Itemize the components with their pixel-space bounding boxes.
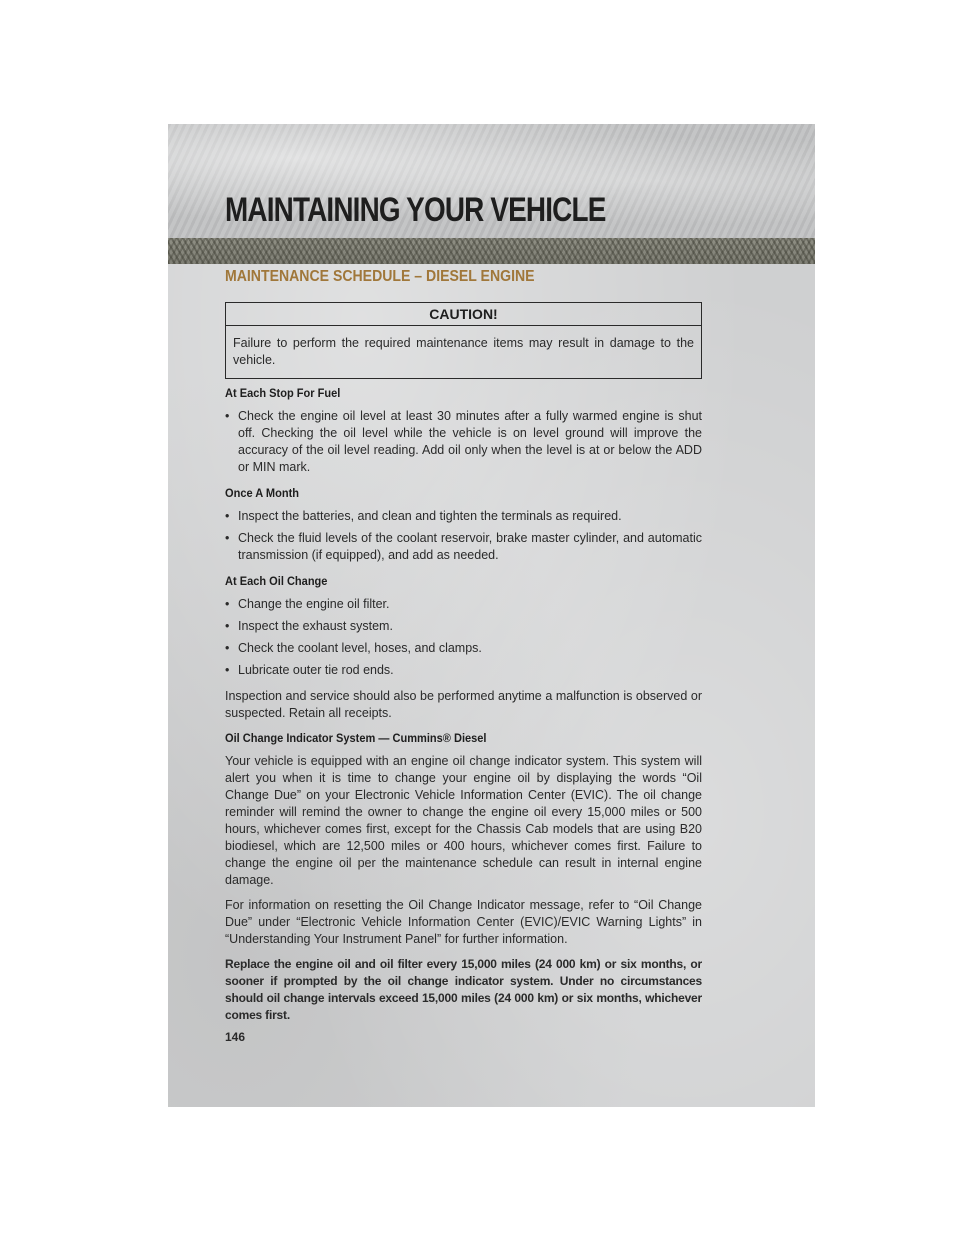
manual-page: [168, 124, 815, 1107]
fuel-stop-list: [225, 408, 702, 476]
subheading-indicator: Oil Change Indicator System — Cummins® Diesel: [225, 731, 487, 745]
list-item: • Lubricate outer tie rod ends.: [225, 662, 702, 679]
subheading-oil-change: At Each Oil Change: [225, 574, 328, 588]
indicator-paragraph-1: Your vehicle is equipped with an engine oil change indicator system. This system will alert you when it is time to change your engine oil by displaying the words “Oil Change Due” on your Electronic Vehicle Information Center (EVIC). The oil change reminder will remind the owner to change the engine oil every 15,000 miles or 500 hours, whichever comes first, except for the Chassis Cab models that are using B20 biodiesel, which are 12,500 miles or 400 hours, whichever comes first. Failure to change the engine oil per the maintenance schedule can result in internal engine damage.: [225, 754, 702, 887]
inspection-note: Inspection and service should also be performed anytime a malfunction is observed or suspected. Retain all receipts.: [225, 689, 702, 720]
caution-box: [225, 302, 702, 379]
indicator-paragraph-2: For information on resetting the Oil Change Indicator message, refer to “Oil Change Due” under “Electronic Vehicle Information Center (EVIC)/EVIC Warning Lights” in “Understanding Your Instrument Panel” for further information.: [225, 898, 702, 946]
oil-change-list: [225, 596, 702, 679]
page-content: [225, 267, 702, 1038]
section-title: MAINTENANCE SCHEDULE – DIESEL ENGINE: [225, 268, 535, 285]
caution-heading: CAUTION!: [226, 303, 701, 326]
caution-text: Failure to perform the required maintenance items may result in damage to the vehicle.: [233, 336, 694, 367]
subheading-monthly: Once A Month: [225, 486, 300, 500]
header-stripe: [168, 238, 815, 264]
list-item: • Inspect the batteries, and clean and tighten the terminals as required.: [225, 508, 702, 525]
list-item: • Inspect the exhaust system.: [225, 618, 702, 635]
list-item: • Check the fluid levels of the coolant reservoir, brake master cylinder, and automatic transmission (if equipped), and add as needed.: [225, 530, 702, 564]
chapter-title: MAINTAINING YOUR VEHICLE: [225, 191, 606, 229]
list-item: • Change the engine oil filter.: [225, 596, 702, 613]
subheading-fuel-stop: At Each Stop For Fuel: [225, 386, 341, 400]
list-item: • Check the coolant level, hoses, and clamps.: [225, 640, 702, 657]
page-number: 146: [225, 1030, 246, 1044]
monthly-list: [225, 508, 702, 564]
indicator-warning-paragraph: Replace the engine oil and oil filter every 15,000 miles (24 000 km) or six months, or sooner if prompted by the oil change indicator system. Under no circumstances should oil change intervals exceed 15,000 miles (24 000 km) or six months, whichever comes first.: [225, 957, 702, 1022]
list-item: • Check the engine oil level at least 30 minutes after a fully warmed engine is shut off. Checking the oil level while the vehicle is on level ground will improve the accuracy of the oil level reading. Add oil only when the level is at or below the ADD or MIN mark.: [225, 408, 702, 476]
